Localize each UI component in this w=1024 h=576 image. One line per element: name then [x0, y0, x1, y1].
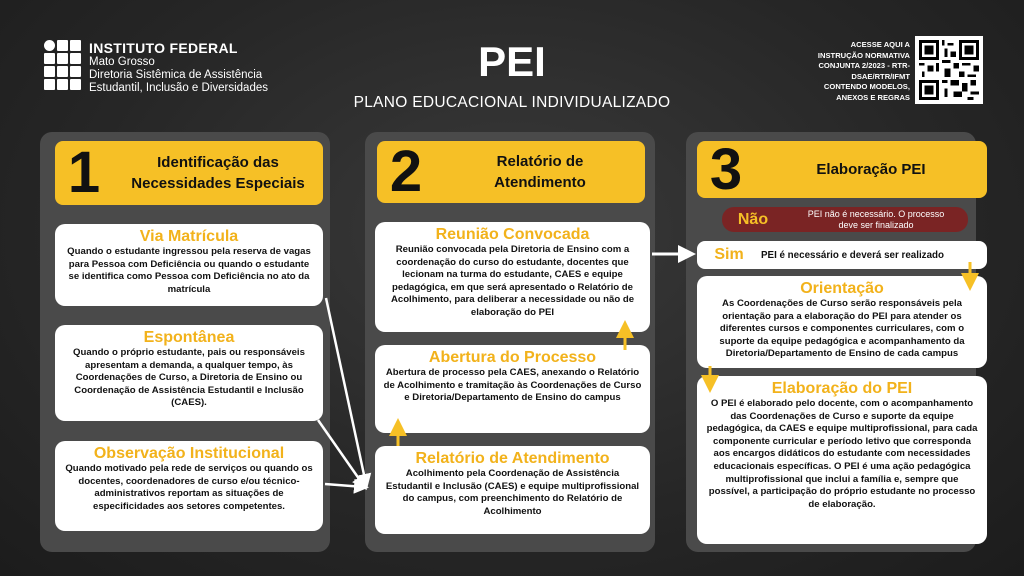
- elaboracao-title: Elaboração do PEI: [771, 380, 913, 397]
- relatorio-title: Relatório de Atendimento: [415, 450, 610, 467]
- reuniao-title: Reunião Convocada: [435, 226, 590, 243]
- step-1-title: [113, 152, 323, 194]
- espontanea-box: [55, 325, 323, 421]
- step-2-title: [435, 151, 645, 193]
- step-1-title-line-1: Identificação das: [157, 154, 279, 171]
- step-1-title-line-2: Necessidades Especiais: [131, 175, 305, 192]
- elaboracao-text: O PEI é elaborado pelo docente, com o acompanhamento das Coordenações de Curso e suporte da equipe pedagógica, da CAES e equipe multiprofissional, para cada componente curricular e período letivo que corresponda aos encargos didáticos do estudante com necessidades educacionais específicas. O PEI é uma ação pedagógica multiprofissional que inclui a família e, sempre que possível, a participação do próprio estudante no processo de elaboração.: [706, 398, 978, 510]
- orientacao-title: Orientação: [800, 280, 884, 297]
- nao-label: Não: [737, 210, 769, 228]
- step-3-number: 3: [709, 136, 743, 202]
- qr-caption: [800, 40, 910, 103]
- step-2-header: [377, 141, 645, 203]
- step-2-title-line-1: Relatório de: [496, 153, 584, 170]
- abertura-title: Abertura do Processo: [428, 349, 597, 366]
- sim-option: [697, 241, 987, 269]
- logo-line-3: Diretoria Sistêmica de Assistência: [89, 69, 263, 81]
- relatorio-text: Acolhimento pela Coordenação de Assistência Estudantil e Inclusão (CAES) e equipe multiprofissional do campus, com preenchimento do Relatório de Acolhimento: [385, 468, 640, 517]
- logo-line-1: INSTITUTO FEDERAL: [89, 40, 238, 56]
- qr-caption-line: CONTENDO MODELOS,: [823, 82, 910, 91]
- orientacao-text: As Coordenações de Curso serão responsáveis pela orientação para a elaboração do PEI para atender os diferentes cursos e componentes curriculares, com o suporte da equipe pedagógica e acompanhamento da Diretoria/Departamento de Ensino de cada campus: [719, 298, 965, 360]
- step-3-title: Elaboração PEI: [816, 161, 926, 178]
- nao-text-line-2: deve ser finalizado: [838, 219, 914, 230]
- reuniao-box: [375, 222, 650, 332]
- via-matricula-title: Via Matrícula: [139, 228, 239, 245]
- page-subtitle: PLANO EDUCACIONAL INDIVIDUALIZADO: [353, 94, 671, 111]
- logo-line-2: Mato Grosso: [89, 56, 155, 68]
- observacao-text: Quando motivado pela rede de serviços ou quando os docentes, coordenadores de curso e/ou técnico-administrativos reportam as situações de especificidades aos setores competentes.: [65, 463, 313, 512]
- qr-caption-line: CONJUNTA 2/2023 - RTR-: [818, 61, 910, 70]
- sim-label: Sim: [714, 246, 744, 263]
- qr-caption-line: INSTRUÇÃO NORMATIVA: [817, 50, 910, 60]
- elaboracao-box: [697, 376, 987, 544]
- arrow-matricula-to-relatorio: [326, 298, 366, 484]
- step-3-header: [697, 136, 987, 202]
- abertura-box: [375, 345, 650, 433]
- espontanea-title: Espontânea: [143, 329, 235, 346]
- espontanea-text: Quando o próprio estudante, pais ou responsáveis apresentam a demanda, a qualquer tempo, às Coordenações de Curso, a Diretoria de Ensino ou Coordenação de Assistência Estudantil e Inclusão (CAES).: [73, 347, 305, 409]
- qr-code-icon: [919, 40, 979, 100]
- nao-text-line-1: PEI não é necessário. O processo: [807, 208, 945, 219]
- qr-code[interactable]: [915, 36, 983, 104]
- step-1-number: 1: [67, 140, 101, 205]
- sim-text: PEI é necessário e deverá ser realizado: [761, 249, 944, 261]
- qr-caption-line: ANEXOS E REGRAS: [836, 92, 910, 102]
- abertura-text: Abertura de processo pela CAES, anexando o Relatório de Acolhimento e tramitação às Coordenações de Curso e Diretoria/Departamento de Ensino do campus: [383, 367, 642, 404]
- qr-caption-line: DSAE/RTR/IFMT: [851, 71, 910, 81]
- step-1-header: [55, 141, 323, 205]
- nao-option: [722, 207, 968, 232]
- via-matricula-text: Quando o estudante ingressou pela reserva de vagas para Pessoa com Deficiência ou quando o estudante se identifica como Pessoa com Deficiência no ato da matrícula: [67, 246, 311, 295]
- step-2-title-line-2: Atendimento: [494, 174, 586, 191]
- orientacao-box: [697, 276, 987, 368]
- relatorio-box: [375, 446, 650, 534]
- observacao-title: Observação Institucional: [93, 445, 285, 462]
- reuniao-text: Reunião convocada pela Diretoria de Ensino com a coordenação do curso do estudante, docentes que lecionam na turma do estudante, CAES e equipe pedagógica, em que será apresentado o Relatório de Acolhimento, para deliberar a necessidade ou não de elaboração do PEI: [390, 244, 635, 318]
- arrow-observacao-to-relatorio: [325, 484, 364, 487]
- observacao-box: [55, 441, 323, 531]
- logo-line-4: Estudantil, Inclusão e Diversidades: [89, 82, 268, 94]
- via-matricula-box: [55, 224, 323, 306]
- step-2-number: 2: [389, 139, 423, 204]
- nao-text: [784, 209, 968, 231]
- qr-caption-line: ACESSE AQUI A: [850, 40, 910, 49]
- page-title: PEI: [478, 38, 546, 85]
